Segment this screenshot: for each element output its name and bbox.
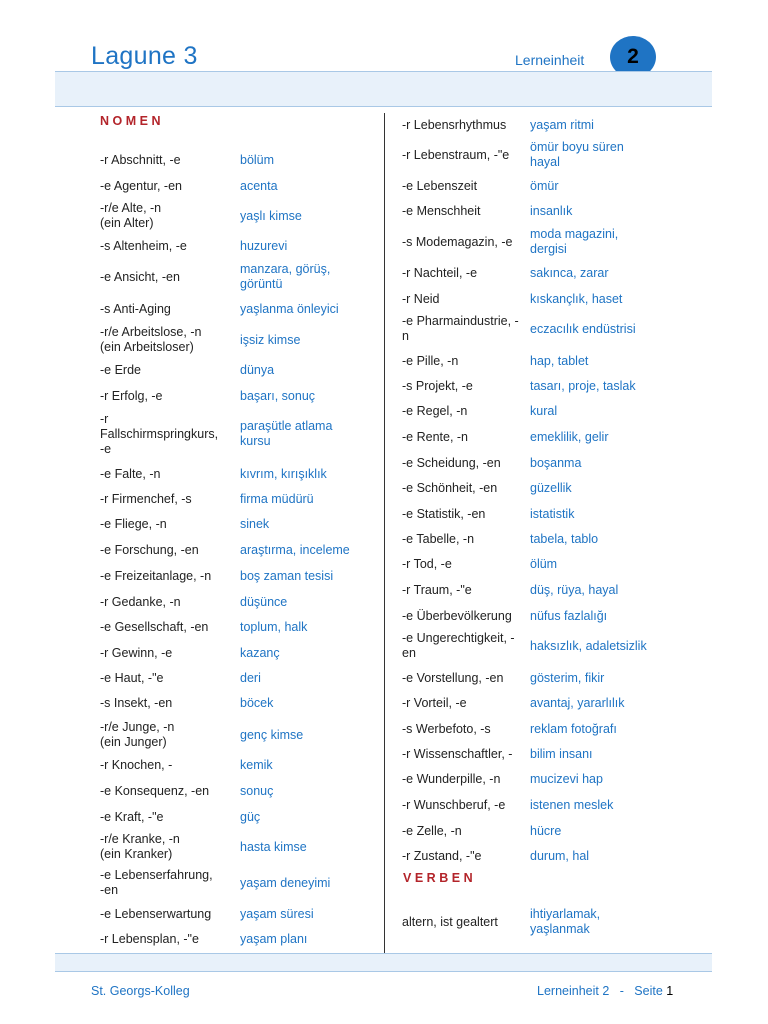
turkish-translation: boşanma bbox=[530, 455, 582, 470]
turkish-translation: düşünce bbox=[240, 594, 288, 609]
german-term: -e Schönheit, -en bbox=[402, 480, 498, 495]
turkish-translation: firma müdürü bbox=[240, 491, 314, 506]
turkish-translation: istenen meslek bbox=[530, 797, 614, 812]
turkish-translation: kıvrım, kırışıklık bbox=[240, 466, 327, 481]
vocab-row bbox=[402, 836, 670, 876]
page-title: Lagune 3 bbox=[91, 42, 198, 70]
turkish-translation: sinek bbox=[240, 516, 270, 531]
turkish-translation: kıskançlık, haset bbox=[530, 291, 623, 306]
section-heading-verben: VERBEN bbox=[403, 871, 477, 885]
german-term: -r Erfolg, -e bbox=[100, 388, 163, 403]
turkish-translation: ölüm bbox=[530, 556, 558, 571]
german-term: -s Modemagazin, -e bbox=[402, 234, 513, 249]
german-term: -r Vorteil, -e bbox=[402, 695, 467, 710]
german-term: -e Überbevölkerung bbox=[402, 608, 512, 623]
turkish-translation: mucizevi hap bbox=[530, 771, 603, 786]
german-term: -r Lebensrhythmus bbox=[402, 117, 507, 132]
german-term: -r Firmenchef, -s bbox=[100, 491, 192, 506]
german-term: -r Wunschberuf, -e bbox=[402, 797, 506, 812]
german-term: -r Zustand, -"e bbox=[402, 848, 482, 863]
german-term: -e Falte, -n bbox=[100, 466, 161, 481]
turkish-translation: yaşam süresi bbox=[240, 906, 314, 921]
turkish-translation: hücre bbox=[530, 823, 562, 838]
turkish-translation: insanlık bbox=[530, 203, 573, 218]
german-term: -s Anti-Aging bbox=[100, 301, 171, 316]
german-term: -e Haut, -"e bbox=[100, 670, 164, 685]
german-term: -s Werbefoto, -s bbox=[402, 721, 491, 736]
turkish-translation: istatistik bbox=[530, 506, 575, 521]
turkish-translation: hasta kimse bbox=[240, 839, 307, 854]
turkish-translation: moda magazini, dergisi bbox=[530, 227, 619, 256]
turkish-translation: yaşam planı bbox=[240, 931, 308, 946]
turkish-translation: ömür boyu süren hayal bbox=[530, 140, 624, 169]
footer-band bbox=[55, 953, 712, 972]
german-term: -r Gewinn, -e bbox=[100, 645, 173, 660]
footer-separator: - bbox=[619, 984, 624, 998]
german-term: -s Insekt, -en bbox=[100, 695, 173, 710]
german-term: -e Vorstellung, -en bbox=[402, 670, 504, 685]
vocab-row bbox=[100, 827, 375, 867]
turkish-translation: başarı, sonuç bbox=[240, 388, 316, 403]
german-term: -r Nachteil, -e bbox=[402, 265, 478, 280]
vocab-row bbox=[100, 411, 375, 456]
turkish-translation: dünya bbox=[240, 362, 275, 377]
turkish-translation: böcek bbox=[240, 695, 274, 710]
german-term: -r Lebenstraum, -"e bbox=[402, 147, 510, 162]
german-term: -r/e Junge, -n (ein Junger) bbox=[100, 720, 175, 749]
german-term: -r Neid bbox=[402, 291, 440, 306]
german-term: -e Regel, -n bbox=[402, 403, 468, 418]
german-term: -e Rente, -n bbox=[402, 429, 469, 444]
turkish-translation: düş, rüya, hayal bbox=[530, 582, 619, 597]
footer-page-label: Seite bbox=[634, 984, 663, 998]
unit-label: Lerneinheit bbox=[515, 52, 585, 68]
german-term: -e Menschheit bbox=[402, 203, 481, 218]
german-term: -r Knochen, - bbox=[100, 757, 173, 772]
german-term: -e Wunderpille, -n bbox=[402, 771, 501, 786]
german-term: -e Lebenszeit bbox=[402, 178, 478, 193]
turkish-translation: güç bbox=[240, 809, 261, 824]
turkish-translation: emeklilik, gelir bbox=[530, 429, 609, 444]
turkish-translation: sakınca, zarar bbox=[530, 265, 609, 280]
turkish-translation: tasarı, proje, taslak bbox=[530, 378, 636, 393]
german-term: -e Ungerechtigkeit, - en bbox=[402, 631, 515, 660]
german-term: -e Lebenserfahrung, -en bbox=[100, 868, 213, 897]
header-band bbox=[55, 71, 712, 107]
footer-school: St. Georgs-Kolleg bbox=[91, 984, 190, 998]
german-term: -s Altenheim, -e bbox=[100, 238, 187, 253]
turkish-translation: araştırma, inceleme bbox=[240, 542, 350, 557]
turkish-translation: yaşlanma önleyici bbox=[240, 301, 339, 316]
vocab-row bbox=[100, 376, 375, 416]
german-term: -e Ansicht, -en bbox=[100, 269, 180, 284]
german-term: -r Gedanke, -n bbox=[100, 594, 181, 609]
german-term: -r/e Alte, -n (ein Alter) bbox=[100, 201, 162, 230]
turkish-translation: nüfus fazlalığı bbox=[530, 608, 608, 623]
german-term: -e Agentur, -en bbox=[100, 178, 183, 193]
turkish-translation: manzara, görüş, görüntü bbox=[240, 262, 331, 291]
german-term: -e Konsequenz, -en bbox=[100, 783, 210, 798]
turkish-translation: huzurevi bbox=[240, 238, 288, 253]
column-divider bbox=[384, 113, 385, 955]
footer-page-info bbox=[537, 984, 673, 998]
turkish-translation: reklam fotoğrafı bbox=[530, 721, 617, 736]
turkish-translation: kazanç bbox=[240, 645, 280, 660]
turkish-translation: durum, hal bbox=[530, 848, 590, 863]
german-term: -r Fallschirmspringkurs, -e bbox=[100, 411, 219, 456]
german-term: -r/e Arbeitslose, -n (ein Arbeitsloser) bbox=[100, 325, 202, 354]
turkish-translation: sonuç bbox=[240, 783, 274, 798]
german-term: -e Kraft, -"e bbox=[100, 809, 164, 824]
turkish-translation: yaşam ritmi bbox=[530, 117, 594, 132]
german-term: -e Gesellschaft, -en bbox=[100, 619, 209, 634]
turkish-translation: genç kimse bbox=[240, 727, 304, 742]
turkish-translation: paraşütle atlama kursu bbox=[240, 419, 333, 448]
footer-page-number: 1 bbox=[666, 984, 674, 998]
german-term: -r Abschnitt, -e bbox=[100, 152, 181, 167]
german-term: -r Traum, -"e bbox=[402, 582, 472, 597]
german-term: -e Pille, -n bbox=[402, 353, 459, 368]
german-term: -r Tod, -e bbox=[402, 556, 452, 571]
turkish-translation: işsiz kimse bbox=[240, 332, 301, 347]
german-term: -e Lebenserwartung bbox=[100, 906, 212, 921]
german-term: -e Zelle, -n bbox=[402, 823, 462, 838]
german-term: -r Wissenschaftler, - bbox=[402, 746, 513, 761]
german-term: -r/e Kranke, -n (ein Kranker) bbox=[100, 832, 180, 861]
turkish-translation: ömür bbox=[530, 178, 559, 193]
german-term: -s Projekt, -e bbox=[402, 378, 473, 393]
german-term: -r Lebensplan, -"e bbox=[100, 931, 199, 946]
turkish-translation: hap, tablet bbox=[530, 353, 589, 368]
unit-number-badge: 2 bbox=[610, 36, 656, 78]
turkish-translation: kural bbox=[530, 403, 558, 418]
turkish-translation: toplum, halk bbox=[240, 619, 308, 634]
turkish-translation: ihtiyarlamak, yaşlanmak bbox=[530, 907, 601, 936]
turkish-translation: gösterim, fikir bbox=[530, 670, 605, 685]
german-term: -e Scheidung, -en bbox=[402, 455, 501, 470]
turkish-translation: bilim insanı bbox=[530, 746, 593, 761]
vocab-row bbox=[402, 902, 670, 942]
turkish-translation: avantaj, yararlılık bbox=[530, 695, 625, 710]
german-term: -e Freizeitanlage, -n bbox=[100, 568, 212, 583]
section-heading-nomen: NOMEN bbox=[100, 114, 165, 128]
footer-unit: Lerneinheit 2 bbox=[537, 984, 610, 998]
turkish-translation: güzellik bbox=[530, 480, 572, 495]
turkish-translation: tabela, tablo bbox=[530, 531, 599, 546]
german-term: -e Forschung, -en bbox=[100, 542, 199, 557]
turkish-translation: deri bbox=[240, 670, 261, 685]
german-term: -e Erde bbox=[100, 362, 141, 377]
turkish-translation: yaşam deneyimi bbox=[240, 875, 331, 890]
german-term: -e Pharmaindustrie, - n bbox=[402, 314, 519, 343]
turkish-translation: boş zaman tesisi bbox=[240, 568, 334, 583]
german-term: -e Tabelle, -n bbox=[402, 531, 475, 546]
turkish-translation: bölüm bbox=[240, 152, 275, 167]
turkish-translation: eczacılık endüstrisi bbox=[530, 321, 636, 336]
turkish-translation: haksızlık, adaletsizlik bbox=[530, 638, 647, 653]
german-term: -e Statistik, -en bbox=[402, 506, 486, 521]
turkish-translation: yaşlı kimse bbox=[240, 208, 302, 223]
turkish-translation: kemik bbox=[240, 757, 273, 772]
german-term: -e Fliege, -n bbox=[100, 516, 167, 531]
turkish-translation: acenta bbox=[240, 178, 278, 193]
german-term: altern, ist gealtert bbox=[402, 914, 498, 929]
